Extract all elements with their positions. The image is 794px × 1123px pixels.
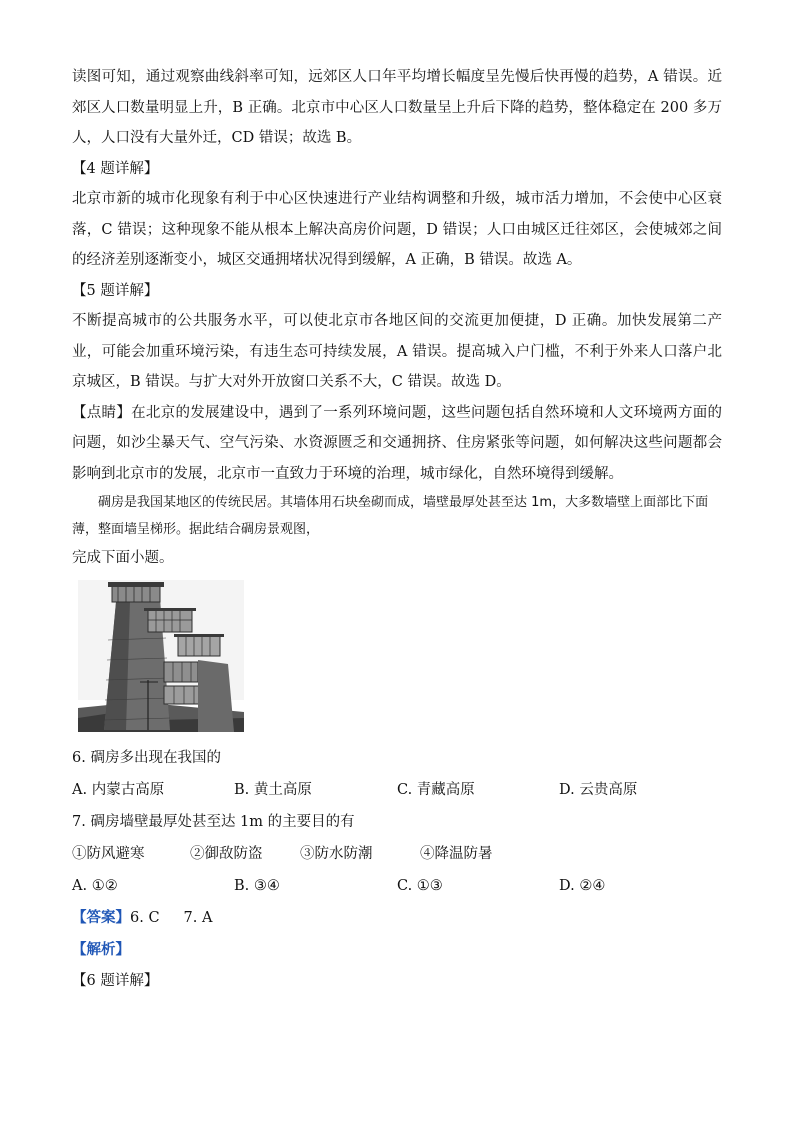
item-1: ①防风避寒 bbox=[72, 845, 145, 862]
document-page bbox=[72, 62, 722, 996]
item-2: ②御敌防盗 bbox=[190, 845, 263, 862]
paragraph-q3-analysis: 读图可知，通过观察曲线斜率可知，远郊区人口年平均增长幅度呈先慢后快再慢的趋势，A 错误。近郊区人口数量明显上升，B 正确。北京市中心区人口数量呈上升后下降的趋势，整体稳定在 200 多万人，人口没有大量外迁，CD 错误；故选 B。 bbox=[72, 69, 722, 146]
question-7-stem: 7. 碉房墙壁最厚处甚至达 1m 的主要目的有 bbox=[72, 813, 355, 830]
question-7-items bbox=[72, 838, 722, 870]
question-intro: 碉房是我国某地区的传统民居。其墙体用石块垒砌而成，墙壁最厚处甚至达 1m，大多数墙壁上面部比下面薄，整面墙呈梯形。据此结合碉房景观图， bbox=[72, 495, 709, 537]
option-b: B. 黄土高原 bbox=[234, 781, 312, 798]
diaofang-photo bbox=[78, 580, 244, 732]
option-d: D. 云贵高原 bbox=[559, 781, 638, 798]
item-4: ④降温防暑 bbox=[420, 845, 493, 862]
paragraph-dianjing: 【点睛】在北京的发展建设中，遇到了一系列环境问题，这些问题包括自然环境和人文环境两方面的问题，如沙尘暴天气、空气污染、水资源匮乏和交通拥挤、住房紧张等问题，如何解决这些问题都会影响到北京市的发展，北京市一直致力于环境的治理，城市绿化，自然环境得到缓解。 bbox=[72, 404, 722, 482]
question-intro-end: 完成下面小题。 bbox=[72, 550, 174, 566]
answer-line bbox=[72, 902, 722, 934]
paragraph-q5-analysis: 不断提高城市的公共服务水平，可以使北京市各地区间的交流更加便捷，D 正确。加快发展第二产业，可能会加重环境污染，有违生态可持续发展，A 错误。提高城入户门槛，不利于外来人口落户北京城区，B 错误。与扩大对外开放窗口关系不大，C 错误。故选 D。 bbox=[72, 313, 722, 390]
paragraph-q4-analysis: 北京市新的城市化现象有利于中心区快速进行产业结构调整和升级，城市活力增加，不会使中心区衰落，C 错误；这种现象不能从根本上解决高房价问题，D 错误；人口由城区迁往郊区，会使城郊之间的经济差别逐渐变小，城区交通拥堵状况得到缓解，A 正确，B 错误。故选 A。 bbox=[72, 191, 722, 268]
answer-label: 【答案】 bbox=[72, 908, 130, 926]
option-a: A. ①② bbox=[72, 877, 118, 894]
question-6-stem: 6. 碉房多出现在我国的 bbox=[72, 749, 221, 766]
answer-7: 7. A bbox=[183, 909, 213, 926]
heading-q4-detail: 【4 题详解】 bbox=[72, 160, 159, 177]
heading-q5-detail: 【5 题详解】 bbox=[72, 282, 159, 299]
question-6-options bbox=[72, 774, 722, 806]
heading-q6-detail: 【6 题详解】 bbox=[72, 972, 159, 989]
option-b: B. ③④ bbox=[234, 877, 280, 894]
question-7-options bbox=[72, 870, 722, 902]
answer-6: 6. C bbox=[130, 909, 160, 926]
item-3: ③防水防潮 bbox=[300, 845, 373, 862]
option-d: D. ②④ bbox=[559, 877, 606, 894]
option-c: C. 青藏高原 bbox=[397, 781, 475, 798]
option-a: A. 内蒙古高原 bbox=[72, 781, 165, 798]
analysis-label: 【解析】 bbox=[72, 940, 130, 958]
option-c: C. ①③ bbox=[397, 877, 443, 894]
